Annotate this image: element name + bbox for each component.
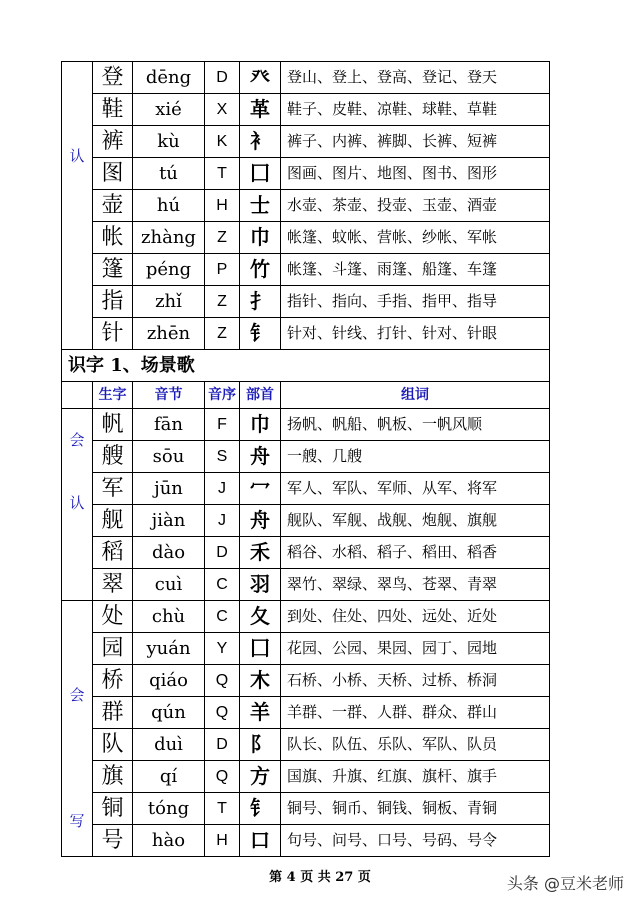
character-cell: 艘 xyxy=(93,441,133,473)
radical-cell: 衤 xyxy=(240,126,281,158)
words-cell: 裤子、内裤、裤脚、长裤、短裤 xyxy=(281,126,550,158)
character-cell: 鞋 xyxy=(93,94,133,126)
table-row xyxy=(62,62,550,94)
order-cell: T xyxy=(205,158,240,190)
table-row xyxy=(62,761,550,793)
character-cell: 军 xyxy=(93,473,133,505)
table-row xyxy=(62,441,550,473)
table-row xyxy=(62,569,550,601)
table-row xyxy=(62,409,550,441)
character-cell: 铜 xyxy=(93,793,133,825)
radical-cell: 木 xyxy=(240,665,281,697)
character-cell: 旗 xyxy=(93,761,133,793)
table-row xyxy=(62,793,550,825)
header-pinyin: 音节 xyxy=(133,382,205,409)
order-cell: Q xyxy=(205,697,240,729)
order-cell: P xyxy=(205,254,240,286)
order-cell: D xyxy=(205,62,240,94)
pinyin-cell: chù xyxy=(133,601,205,633)
radical-cell: 巾 xyxy=(240,409,281,441)
radical-cell: 革 xyxy=(240,94,281,126)
character-cell: 登 xyxy=(93,62,133,94)
words-cell: 帐篷、斗篷、雨篷、船篷、车篷 xyxy=(281,254,550,286)
pinyin-cell: yuán xyxy=(133,633,205,665)
character-cell: 帆 xyxy=(93,409,133,441)
category-label xyxy=(62,62,93,350)
order-cell: D xyxy=(205,537,240,569)
table-row xyxy=(62,505,550,537)
words-cell: 军人、军队、军师、从军、将军 xyxy=(281,473,550,505)
table-row xyxy=(62,473,550,505)
header-blank xyxy=(62,382,93,409)
order-cell: J xyxy=(205,505,240,537)
radical-cell: 羊 xyxy=(240,697,281,729)
category-label xyxy=(62,601,93,857)
radical-cell: 囗 xyxy=(240,633,281,665)
order-cell: Q xyxy=(205,665,240,697)
table-row xyxy=(62,633,550,665)
section-title: 识字 1、场景歌 xyxy=(62,350,550,382)
pinyin-cell: dào xyxy=(133,537,205,569)
character-cell: 指 xyxy=(93,286,133,318)
order-cell: J xyxy=(205,473,240,505)
character-cell: 处 xyxy=(93,601,133,633)
words-cell: 图画、图片、地图、图书、图形 xyxy=(281,158,550,190)
table-row xyxy=(62,601,550,633)
radical-cell: 夂 xyxy=(240,601,281,633)
words-cell: 指针、指向、手指、指甲、指导 xyxy=(281,286,550,318)
character-cell: 翠 xyxy=(93,569,133,601)
table-row xyxy=(62,665,550,697)
words-cell: 稻谷、水稻、稻子、稻田、稻香 xyxy=(281,537,550,569)
order-cell: Q xyxy=(205,761,240,793)
pinyin-cell: zhēn xyxy=(133,318,205,350)
radical-cell: 竹 xyxy=(240,254,281,286)
table-row xyxy=(62,729,550,761)
words-cell: 羊群、一群、人群、群众、群山 xyxy=(281,697,550,729)
pinyin-cell: tú xyxy=(133,158,205,190)
page-footer: 第 4 页 共 27 页 xyxy=(269,870,371,885)
category-char xyxy=(62,601,92,664)
radical-cell: 冖 xyxy=(240,473,281,505)
category-char xyxy=(62,188,92,251)
order-cell: H xyxy=(205,190,240,222)
order-cell: C xyxy=(205,569,240,601)
character-cell: 稻 xyxy=(93,537,133,569)
pinyin-cell: péng xyxy=(133,254,205,286)
pinyin-cell: tóng xyxy=(133,793,205,825)
table-row xyxy=(62,286,550,318)
words-cell: 国旗、升旗、红旗、旗杆、旗手 xyxy=(281,761,550,793)
words-cell: 针对、针线、打针、针对、针眼 xyxy=(281,318,550,350)
category-char xyxy=(62,727,92,790)
category-char xyxy=(62,62,92,125)
category-char: 会 xyxy=(69,431,85,449)
character-cell: 舰 xyxy=(93,505,133,537)
pinyin-cell: duì xyxy=(133,729,205,761)
radical-cell: 口 xyxy=(240,825,281,857)
header-row xyxy=(62,382,550,409)
character-cell: 桥 xyxy=(93,665,133,697)
words-cell: 铜号、铜币、铜钱、铜板、青铜 xyxy=(281,793,550,825)
watermark: 头条 @豆米老师 xyxy=(506,874,624,893)
radical-cell: 钅 xyxy=(240,793,281,825)
order-cell: Y xyxy=(205,633,240,665)
table-row xyxy=(62,190,550,222)
radical-cell: 扌 xyxy=(240,286,281,318)
vocab-table xyxy=(61,61,550,857)
character-cell: 裤 xyxy=(93,126,133,158)
order-cell: F xyxy=(205,409,240,441)
category-char xyxy=(62,251,92,314)
words-cell: 花园、公园、果园、园丁、园地 xyxy=(281,633,550,665)
radical-cell: 巾 xyxy=(240,222,281,254)
radical-cell: 囗 xyxy=(240,158,281,190)
order-cell: Z xyxy=(205,318,240,350)
radical-cell: 癶 xyxy=(240,62,281,94)
radical-cell: 羽 xyxy=(240,569,281,601)
pinyin-cell: xié xyxy=(133,94,205,126)
header-words: 组词 xyxy=(281,382,550,409)
character-cell: 壶 xyxy=(93,190,133,222)
radical-cell: 阝 xyxy=(240,729,281,761)
table-row xyxy=(62,126,550,158)
pinyin-cell: cuì xyxy=(133,569,205,601)
words-cell: 鞋子、皮鞋、凉鞋、球鞋、草鞋 xyxy=(281,94,550,126)
words-cell: 一艘、几艘 xyxy=(281,441,550,473)
character-cell: 帐 xyxy=(93,222,133,254)
words-cell: 登山、登上、登高、登记、登天 xyxy=(281,62,550,94)
words-cell: 队长、队伍、乐队、军队、队员 xyxy=(281,729,550,761)
character-cell: 针 xyxy=(93,318,133,350)
header-order: 音序 xyxy=(205,382,240,409)
radical-cell: 禾 xyxy=(240,537,281,569)
pinyin-cell: jūn xyxy=(133,473,205,505)
order-cell: H xyxy=(205,825,240,857)
table-row xyxy=(62,537,550,569)
order-cell: K xyxy=(205,126,240,158)
table-row xyxy=(62,697,550,729)
pinyin-cell: kù xyxy=(133,126,205,158)
order-cell: C xyxy=(205,601,240,633)
pinyin-cell: hào xyxy=(133,825,205,857)
pinyin-cell: hú xyxy=(133,190,205,222)
pinyin-cell: zhàng xyxy=(133,222,205,254)
order-cell: T xyxy=(205,793,240,825)
words-cell: 帐篷、蚊帐、营帐、纱帐、军帐 xyxy=(281,222,550,254)
words-cell: 到处、住处、四处、远处、近处 xyxy=(281,601,550,633)
pinyin-cell: qí xyxy=(133,761,205,793)
words-cell: 翠竹、翠绿、翠鸟、苍翠、青翠 xyxy=(281,569,550,601)
category-label xyxy=(62,409,93,601)
radical-cell: 舟 xyxy=(240,441,281,473)
table-row xyxy=(62,94,550,126)
header-radical: 部首 xyxy=(240,382,281,409)
table-row xyxy=(62,254,550,286)
radical-cell: 方 xyxy=(240,761,281,793)
order-cell: S xyxy=(205,441,240,473)
radical-cell: 钅 xyxy=(240,318,281,350)
pinyin-cell: qiáo xyxy=(133,665,205,697)
table-row xyxy=(62,222,550,254)
category-char: 写 xyxy=(69,812,85,830)
pinyin-cell: sōu xyxy=(133,441,205,473)
words-cell: 石桥、小桥、天桥、过桥、桥洞 xyxy=(281,665,550,697)
character-cell: 号 xyxy=(93,825,133,857)
pinyin-cell: fān xyxy=(133,409,205,441)
character-cell: 篷 xyxy=(93,254,133,286)
radical-cell: 士 xyxy=(240,190,281,222)
section-title-row xyxy=(62,350,550,382)
pinyin-cell: zhǐ xyxy=(133,286,205,318)
category-char: 认 xyxy=(69,147,85,165)
category-char: 认 xyxy=(69,494,85,512)
radical-cell: 舟 xyxy=(240,505,281,537)
order-cell: Z xyxy=(205,286,240,318)
table-row xyxy=(62,825,550,857)
order-cell: Z xyxy=(205,222,240,254)
words-cell: 扬帆、帆船、帆板、一帆风顺 xyxy=(281,409,550,441)
category-char: 会 xyxy=(69,686,85,704)
words-cell: 水壶、茶壶、投壶、玉壶、酒壶 xyxy=(281,190,550,222)
order-cell: X xyxy=(205,94,240,126)
order-cell: D xyxy=(205,729,240,761)
words-cell: 句号、问号、口号、号码、号令 xyxy=(281,825,550,857)
character-cell: 图 xyxy=(93,158,133,190)
character-cell: 群 xyxy=(93,697,133,729)
pinyin-cell: qún xyxy=(133,697,205,729)
header-char: 生字 xyxy=(93,382,133,409)
pinyin-cell: dēng xyxy=(133,62,205,94)
character-cell: 园 xyxy=(93,633,133,665)
pinyin-cell: jiàn xyxy=(133,505,205,537)
table-row xyxy=(62,158,550,190)
words-cell: 舰队、军舰、战舰、炮舰、旗舰 xyxy=(281,505,550,537)
table-row xyxy=(62,318,550,350)
character-cell: 队 xyxy=(93,729,133,761)
